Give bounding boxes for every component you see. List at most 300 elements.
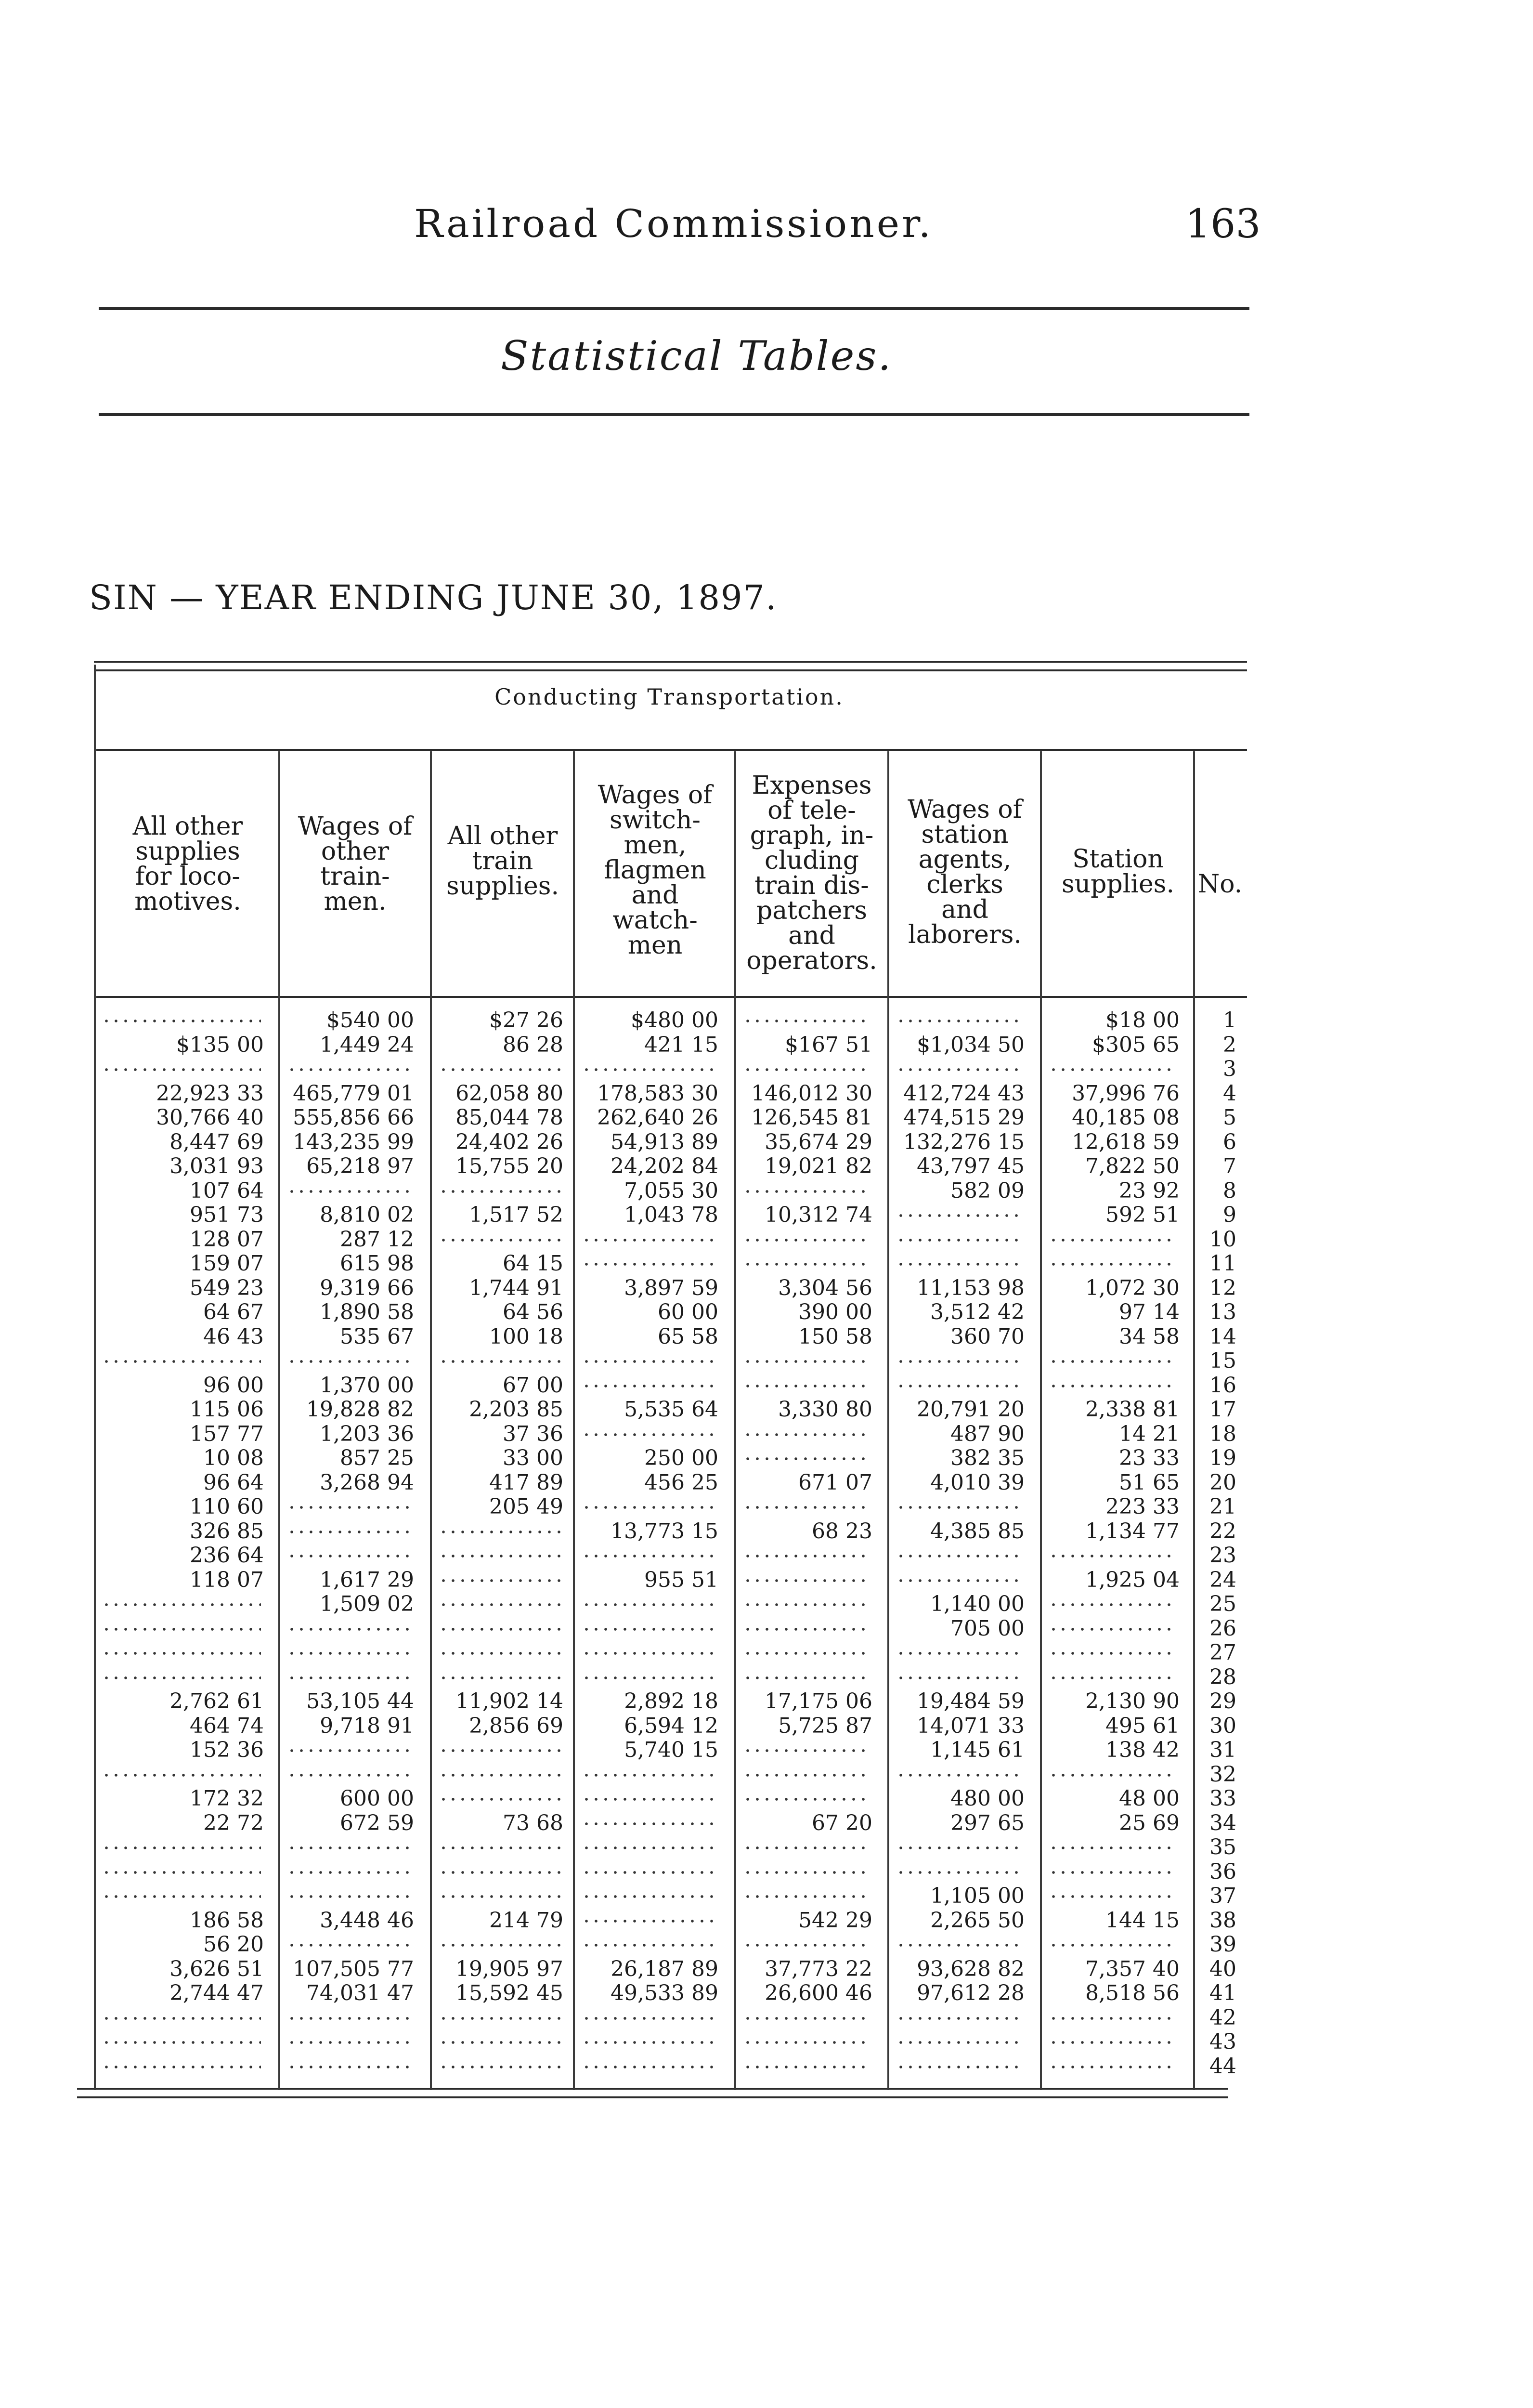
table-cell: 9,319 66 <box>320 1275 414 1300</box>
table-cell: 951 73 <box>190 1203 264 1227</box>
leader-dots <box>102 1603 261 1606</box>
table-row <box>0 1397 1533 1422</box>
leader-dots <box>743 2066 870 2068</box>
table-cell: 37,773 22 <box>765 1956 872 1981</box>
table-cell: 592 51 <box>1105 1203 1180 1227</box>
table-row <box>0 1470 1533 1495</box>
table-cell: 1,509 02 <box>320 1592 414 1616</box>
table-cell: 152 36 <box>190 1738 264 1762</box>
table-cell: 10 08 <box>203 1446 264 1470</box>
row-number: 6 <box>1223 1129 1236 1154</box>
leader-dots <box>1049 1774 1177 1777</box>
table-cell: 172 32 <box>190 1786 264 1811</box>
table-cell: 22 72 <box>203 1810 264 1835</box>
table-cell: 465,779 01 <box>293 1081 414 1106</box>
leader-dots <box>1049 2066 1177 2068</box>
leader-dots <box>896 1846 1022 1849</box>
leader-dots <box>102 1895 261 1898</box>
row-number: 19 <box>1209 1446 1236 1470</box>
table-cell: 48 00 <box>1119 1786 1180 1811</box>
table-cell: 40,185 08 <box>1072 1105 1180 1130</box>
table-rule-bottom-2 <box>77 2096 1228 2098</box>
table-cell: 4,010 39 <box>930 1470 1025 1495</box>
leader-dots <box>743 1628 870 1631</box>
table-cell: 22,923 33 <box>156 1081 264 1106</box>
table-cell: 25 69 <box>1119 1810 1180 1835</box>
table-cell: 14 21 <box>1119 1421 1180 1446</box>
row-number: 7 <box>1223 1154 1236 1178</box>
leader-dots <box>582 2041 715 2044</box>
table-cell: 20,791 20 <box>917 1397 1025 1422</box>
leader-dots <box>439 1676 560 1679</box>
table-cell: 144 15 <box>1105 1908 1180 1933</box>
leader-dots <box>582 1628 715 1631</box>
leader-dots <box>102 1652 261 1655</box>
table-cell: 6,594 12 <box>624 1713 718 1738</box>
table-cell: 107 64 <box>190 1178 264 1203</box>
table-row <box>0 1203 1533 1227</box>
table-cell: 118 07 <box>190 1567 264 1592</box>
leader-dots <box>439 1944 560 1947</box>
row-number: 33 <box>1209 1786 1236 1811</box>
table-cell: 480 00 <box>950 1786 1025 1811</box>
leader-dots <box>102 1628 261 1631</box>
table-cell: 1,517 52 <box>469 1203 563 1227</box>
table-row <box>0 1981 1533 2005</box>
leader-dots <box>582 1944 715 1947</box>
leader-dots <box>1049 1652 1177 1655</box>
leader-dots <box>743 1433 870 1436</box>
leader-dots <box>743 1239 870 1242</box>
leader-dots <box>896 1555 1022 1557</box>
column-header-telegraph-expenses: Expenses of tele- graph, in- cluding train dis- patchers and operators. <box>746 771 877 975</box>
table-cell: 126,545 81 <box>751 1105 872 1130</box>
table-cell: 143,235 99 <box>293 1129 414 1154</box>
leader-dots <box>1049 1871 1177 1874</box>
table-cell: 12,618 59 <box>1072 1129 1180 1154</box>
leader-dots <box>896 1506 1022 1509</box>
table-cell: 705 00 <box>950 1616 1025 1641</box>
table-cell: 34 58 <box>1119 1324 1180 1349</box>
table-cell: 262,640 26 <box>597 1105 718 1130</box>
leader-dots <box>1049 1555 1177 1557</box>
leader-dots <box>439 1555 560 1557</box>
table-cell: 132,276 15 <box>903 1129 1025 1154</box>
table-cell: 97,612 28 <box>917 1981 1025 2005</box>
table-cell: 74,031 47 <box>306 1981 414 2005</box>
table-cell: 138 42 <box>1105 1738 1180 1762</box>
table-cell: 115 06 <box>190 1397 264 1422</box>
leader-dots <box>287 2017 411 2020</box>
leader-dots <box>896 1214 1022 1217</box>
table-cell: 49,533 89 <box>611 1981 718 2005</box>
table-cell: 1,043 78 <box>624 1203 718 1227</box>
leader-dots <box>102 2066 261 2068</box>
table-cell: 85,044 78 <box>455 1105 563 1130</box>
leader-dots <box>743 1506 870 1509</box>
table-cell: 97 14 <box>1119 1300 1180 1324</box>
row-number: 15 <box>1209 1348 1236 1373</box>
running-title: Railroad Commissioner. <box>414 201 933 246</box>
table-cell: 2,265 50 <box>930 1908 1025 1933</box>
row-number: 8 <box>1223 1178 1236 1203</box>
table-cell: 464 74 <box>190 1713 264 1738</box>
table-row <box>0 1251 1533 1276</box>
leader-dots <box>1049 1676 1177 1679</box>
leader-dots <box>582 1822 715 1825</box>
table-cell: 24,402 26 <box>455 1129 563 1154</box>
table-row <box>0 1494 1533 1519</box>
leader-dots <box>287 1846 411 1849</box>
table-cell: 64 67 <box>203 1300 264 1324</box>
leader-dots <box>439 1579 560 1582</box>
table-cell: 223 33 <box>1105 1494 1180 1519</box>
leader-dots <box>582 1433 715 1436</box>
leader-dots <box>896 2041 1022 2044</box>
table-cell: 2,203 85 <box>469 1397 563 1422</box>
table-cell: 17,175 06 <box>765 1689 872 1714</box>
leader-dots <box>439 1895 560 1898</box>
table-cell: 146,012 30 <box>751 1081 872 1106</box>
leader-dots <box>743 1385 870 1387</box>
row-number: 23 <box>1209 1543 1236 1568</box>
table-cell: 3,268 94 <box>320 1470 414 1495</box>
table-cell: 8,447 69 <box>169 1129 264 1154</box>
table-cell: 67 00 <box>503 1373 563 1398</box>
leader-dots <box>287 1360 411 1363</box>
leader-dots <box>896 1944 1022 1947</box>
table-row <box>0 1762 1533 1787</box>
table-cell: 14,071 33 <box>917 1713 1025 1738</box>
running-head <box>0 201 1533 264</box>
table-cell: 857 25 <box>340 1446 414 1470</box>
table-cell: 65 58 <box>658 1324 718 1349</box>
leader-dots <box>896 2017 1022 2020</box>
row-number: 30 <box>1209 1713 1236 1738</box>
table-cell: 1,203 36 <box>320 1421 414 1446</box>
row-number: 13 <box>1209 1300 1236 1324</box>
table-row <box>0 1105 1533 1130</box>
leader-dots <box>743 1555 870 1557</box>
table-cell: 19,905 97 <box>455 1956 563 1981</box>
table-cell: 128 07 <box>190 1227 264 1252</box>
table-cell: $305 65 <box>1092 1032 1180 1057</box>
row-number: 14 <box>1209 1324 1236 1349</box>
table-cell: $27 26 <box>489 1008 563 1033</box>
table-cell: 73 68 <box>503 1810 563 1835</box>
leader-dots <box>743 1895 870 1898</box>
table-row <box>0 2029 1533 2054</box>
table-cell: 64 56 <box>503 1300 563 1324</box>
table-row <box>0 1324 1533 1349</box>
leader-dots <box>743 1774 870 1777</box>
leader-dots <box>439 1628 560 1631</box>
leader-dots <box>287 1895 411 1898</box>
leader-dots <box>896 1239 1022 1242</box>
leader-dots <box>582 1385 715 1387</box>
table-cell: 1,744 91 <box>469 1275 563 1300</box>
table-cell: 1,105 00 <box>930 1884 1025 1908</box>
row-number: 3 <box>1223 1057 1236 1081</box>
table-cell: $18 00 <box>1105 1008 1180 1033</box>
table-row <box>0 1057 1533 1081</box>
table-cell: 3,512 42 <box>930 1300 1025 1324</box>
leader-dots <box>582 1603 715 1606</box>
table-cell: 2,892 18 <box>624 1689 718 1714</box>
row-number: 16 <box>1209 1373 1236 1398</box>
leader-dots <box>1049 2041 1177 2044</box>
group-heading-rule <box>96 749 1247 751</box>
row-number: 29 <box>1209 1689 1236 1714</box>
column-header-station-supplies: Station supplies. <box>1062 845 1174 899</box>
row-number: 32 <box>1209 1762 1236 1787</box>
table-cell: 390 00 <box>798 1300 872 1324</box>
table-row <box>0 1178 1533 1203</box>
row-number: 43 <box>1209 2029 1236 2054</box>
leader-dots <box>896 1579 1022 1582</box>
leader-dots <box>896 1020 1022 1022</box>
leader-dots <box>743 1676 870 1679</box>
table-cell: 412,724 43 <box>903 1081 1025 1106</box>
leader-dots <box>287 2041 411 2044</box>
table-cell: 26,600 46 <box>765 1981 872 2005</box>
leader-dots <box>1049 1385 1177 1387</box>
table-row <box>0 1129 1533 1154</box>
row-number: 1 <box>1223 1008 1236 1033</box>
table-row <box>0 1421 1533 1446</box>
table-cell: 96 00 <box>203 1373 264 1398</box>
leader-dots <box>439 1531 560 1533</box>
table-row <box>0 1884 1533 1908</box>
table-cell: 1,145 61 <box>930 1738 1025 1762</box>
leader-dots <box>102 1846 261 1849</box>
table-row <box>0 1908 1533 1933</box>
leader-dots <box>1049 1263 1177 1266</box>
row-number: 37 <box>1209 1884 1236 1908</box>
row-number: 5 <box>1223 1105 1236 1130</box>
leader-dots <box>287 2066 411 2068</box>
leader-dots <box>1049 1895 1177 1898</box>
leader-dots <box>287 1628 411 1631</box>
table-row <box>0 1664 1533 1689</box>
leader-dots <box>102 2017 261 2020</box>
table-cell: 2,338 81 <box>1085 1397 1180 1422</box>
leader-dots <box>582 1774 715 1777</box>
table-cell: 4,385 85 <box>930 1518 1025 1544</box>
table-cell: 35,674 29 <box>765 1129 872 1154</box>
table-cell: 67 20 <box>812 1810 872 1835</box>
table-cell: 3,031 93 <box>169 1154 264 1178</box>
table-cell: 3,448 46 <box>320 1908 414 1933</box>
leader-dots <box>102 1676 261 1679</box>
row-number: 38 <box>1209 1908 1236 1933</box>
leader-dots <box>582 1920 715 1923</box>
leader-dots <box>439 1603 560 1606</box>
leader-dots <box>582 1555 715 1557</box>
row-number: 20 <box>1209 1470 1236 1495</box>
table-row <box>0 1008 1533 1033</box>
table-cell: 3,330 80 <box>778 1397 872 1422</box>
table-cell: 100 18 <box>489 1324 563 1349</box>
table-cell: 54,913 89 <box>611 1129 718 1154</box>
leader-dots <box>287 1676 411 1679</box>
table-row <box>0 1956 1533 1981</box>
leader-dots <box>439 1190 560 1193</box>
leader-dots <box>102 1774 261 1777</box>
table-rule-bottom-1 <box>77 2088 1228 2090</box>
leader-dots <box>582 1239 715 1242</box>
table-cell: 542 29 <box>798 1908 872 1933</box>
table-row <box>0 1810 1533 1835</box>
table-cell: $540 00 <box>326 1008 414 1033</box>
table-row <box>0 1300 1533 1324</box>
leader-dots <box>287 1652 411 1655</box>
table-cell: 13,773 15 <box>611 1518 718 1544</box>
table-cell: 456 25 <box>644 1470 718 1495</box>
leader-dots <box>439 2017 560 2020</box>
leader-dots <box>582 1068 715 1071</box>
row-number: 31 <box>1209 1738 1236 1762</box>
table-row <box>0 1713 1533 1738</box>
table-cell: 214 79 <box>489 1908 563 1933</box>
table-cell: 26,187 89 <box>611 1956 718 1981</box>
table-row <box>0 1275 1533 1300</box>
leader-dots <box>287 1068 411 1071</box>
table-cell: 30,766 40 <box>156 1105 264 1130</box>
table-row <box>0 1032 1533 1057</box>
leader-dots <box>743 2017 870 2020</box>
table-cell: 43,797 45 <box>917 1154 1025 1178</box>
table-cell: 5,740 15 <box>624 1738 718 1762</box>
table-row <box>0 1689 1533 1714</box>
table-cell: 1,134 77 <box>1085 1518 1180 1544</box>
leader-dots <box>743 1749 870 1752</box>
table-cell: 671 07 <box>798 1470 872 1495</box>
leader-dots <box>287 1506 411 1509</box>
table-cell: 2,856 69 <box>469 1713 563 1738</box>
leader-dots <box>582 1360 715 1363</box>
table-cell: 8,810 02 <box>320 1203 414 1227</box>
row-number: 11 <box>1209 1251 1236 1276</box>
table-cell: 23 92 <box>1119 1178 1180 1203</box>
leader-dots <box>439 1798 560 1801</box>
table-cell: 672 59 <box>340 1810 414 1835</box>
table-cell: 2,130 90 <box>1085 1689 1180 1714</box>
table-row <box>0 1786 1533 1811</box>
row-number: 22 <box>1209 1518 1236 1544</box>
table-cell: 86 28 <box>503 1032 563 1057</box>
leader-dots <box>743 1652 870 1655</box>
leader-dots <box>439 2066 560 2068</box>
leader-dots <box>287 1774 411 1777</box>
leader-dots <box>896 2066 1022 2068</box>
row-number: 24 <box>1209 1567 1236 1592</box>
leader-dots <box>743 1798 870 1801</box>
leader-dots <box>582 1263 715 1266</box>
table-cell: 1,617 29 <box>320 1567 414 1592</box>
table-cell: 96 64 <box>203 1470 264 1495</box>
leader-dots <box>896 1652 1022 1655</box>
leader-dots <box>743 1068 870 1071</box>
leader-dots <box>439 1871 560 1874</box>
table-cell: 535 67 <box>340 1324 414 1349</box>
row-number: 9 <box>1223 1203 1236 1227</box>
row-number: 36 <box>1209 1859 1236 1884</box>
table-cell: 1,890 58 <box>320 1300 414 1324</box>
table-cell: 1,370 00 <box>320 1373 414 1398</box>
leader-dots <box>582 1676 715 1679</box>
table-cell: 64 15 <box>503 1251 563 1276</box>
leader-dots <box>102 1020 261 1022</box>
row-number: 27 <box>1209 1640 1236 1665</box>
row-number: 17 <box>1209 1397 1236 1422</box>
table-cell: 62,058 80 <box>455 1081 563 1106</box>
table-cell: 159 07 <box>190 1251 264 1276</box>
table-cell: 1,925 04 <box>1085 1567 1180 1592</box>
leader-dots <box>743 1457 870 1460</box>
table-cell: 11,902 14 <box>455 1689 563 1714</box>
row-number: 42 <box>1209 2005 1236 2030</box>
leader-dots <box>896 1385 1022 1387</box>
table-cell: 1,449 24 <box>320 1032 414 1057</box>
leader-dots <box>743 1190 870 1193</box>
table-cell: 33 00 <box>503 1446 563 1470</box>
table-cell: 9,718 91 <box>320 1713 414 1738</box>
header-rule-top <box>99 307 1249 310</box>
leader-dots <box>896 1068 1022 1071</box>
table-row <box>0 1518 1533 1544</box>
leader-dots <box>1049 1944 1177 1947</box>
table-cell: 205 49 <box>489 1494 563 1519</box>
table-cell: 615 98 <box>340 1251 414 1276</box>
table-cell: 360 70 <box>950 1324 1025 1349</box>
table-cell: 65,218 97 <box>306 1154 414 1178</box>
leader-dots <box>743 1360 870 1363</box>
leader-dots <box>439 1652 560 1655</box>
table-cell: 3,897 59 <box>624 1275 718 1300</box>
leader-dots <box>582 1846 715 1849</box>
leader-dots <box>439 1846 560 1849</box>
leader-dots <box>102 1871 261 1874</box>
table-cell: 3,304 56 <box>778 1275 872 1300</box>
leader-dots <box>743 1603 870 1606</box>
leader-dots <box>582 1652 715 1655</box>
row-number: 2 <box>1223 1032 1236 1057</box>
group-heading: Conducting Transportation. <box>494 684 844 710</box>
table-row <box>0 1616 1533 1641</box>
leader-dots <box>439 1749 560 1752</box>
table-row <box>0 1154 1533 1178</box>
leader-dots <box>896 1676 1022 1679</box>
leader-dots <box>743 1944 870 1947</box>
table-cell: 8,518 56 <box>1085 1981 1180 2005</box>
table-cell: 15,755 20 <box>455 1154 563 1178</box>
table-cell: 46 43 <box>203 1324 264 1349</box>
leader-dots <box>287 1531 411 1533</box>
leader-dots <box>1049 1068 1177 1071</box>
table-row <box>0 2005 1533 2030</box>
leader-dots <box>439 1239 560 1242</box>
table-cell: 10,312 74 <box>765 1203 872 1227</box>
table-cell: 7,055 30 <box>624 1178 718 1203</box>
leader-dots <box>582 2017 715 2020</box>
leader-dots <box>102 1068 261 1071</box>
leader-dots <box>102 1360 261 1363</box>
table-cell: 15,592 45 <box>455 1981 563 2005</box>
leader-dots <box>743 1846 870 1849</box>
row-number: 25 <box>1209 1592 1236 1616</box>
leader-dots <box>582 2066 715 2068</box>
